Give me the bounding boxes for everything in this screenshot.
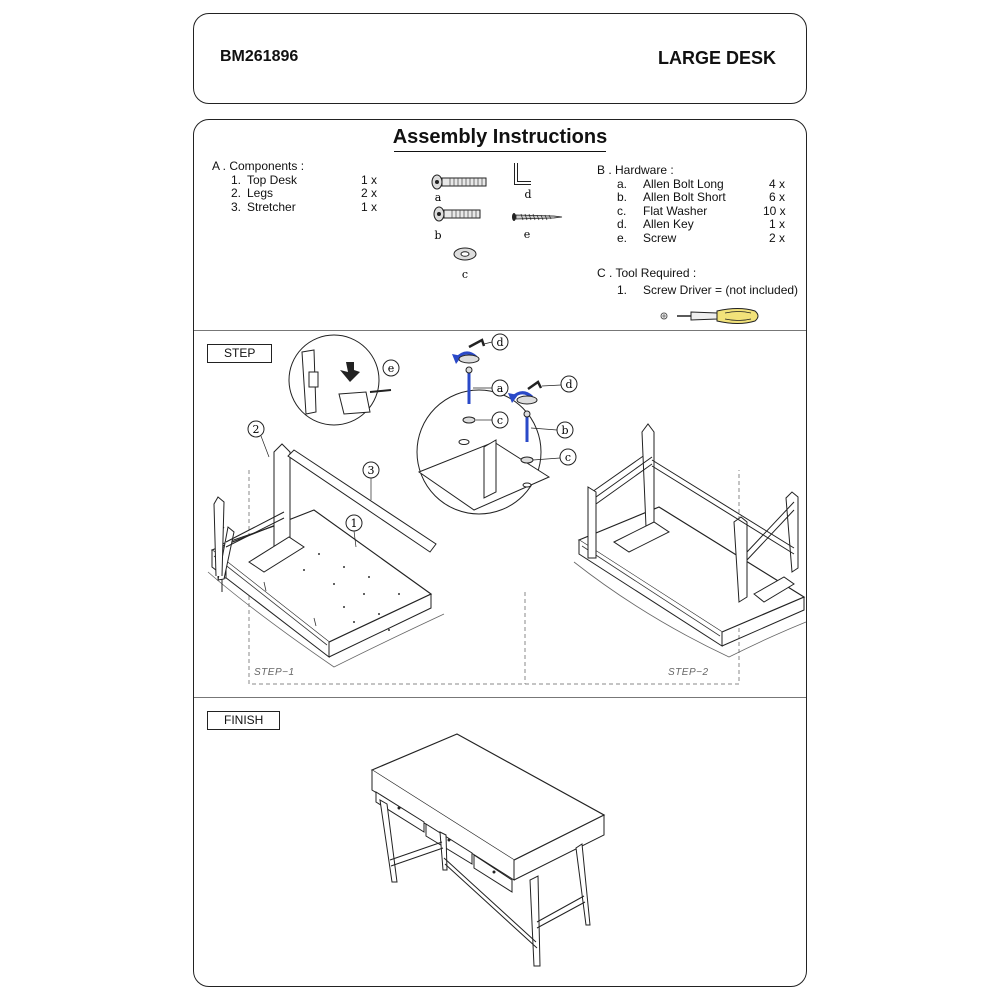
allen-key-icon [516, 163, 531, 183]
tools-section [597, 267, 807, 297]
bolt-label-c2: c [564, 451, 572, 464]
allen-bolt-short-icon [434, 207, 480, 221]
hardware-illustrations [424, 160, 574, 290]
left-desk-drawing [208, 421, 444, 667]
component-row: 1. Top Desk 1 x [231, 172, 378, 187]
step2-label: STEP−2 [668, 667, 709, 678]
finished-desk-drawing [194, 720, 806, 980]
detail-label-e: e [387, 362, 395, 375]
bolt-label-d2: d [565, 378, 573, 391]
bolt-label-c1: c [496, 414, 504, 427]
section-divider [194, 330, 806, 331]
hardware-heading: B . Hardware : [597, 163, 674, 177]
step-tag: STEP [207, 344, 272, 363]
label-d: d [524, 188, 532, 201]
screw-detail-drawing [289, 335, 399, 425]
component-row: 3. Stretcher 1 x [231, 199, 378, 214]
components-section [212, 160, 382, 214]
screwdriver-icon [659, 303, 764, 329]
finish-tag: FINISH [207, 711, 280, 730]
hardware-section [597, 164, 797, 245]
step-illustration [194, 332, 806, 692]
hardware-row: d. Allen Key 1 x [617, 217, 786, 231]
bolt-label-d1: d [496, 336, 504, 349]
hardware-row: e. Screw 2 x [617, 230, 786, 245]
section-divider [194, 697, 806, 698]
title-underline [394, 151, 606, 152]
part-label-3: 3 [367, 464, 375, 477]
allen-bolt-long-icon [432, 175, 486, 189]
step1-label: STEP−1 [254, 667, 295, 678]
tools-heading: C . Tool Required : [597, 266, 697, 280]
hardware-row: c. Flat Washer 10 x [617, 203, 786, 218]
label-a: a [434, 191, 442, 204]
label-b: b [434, 229, 442, 242]
hardware-row: b. Allen Bolt Short 6 x [617, 190, 786, 204]
bolt-label-a: a [496, 382, 504, 395]
component-row: 2. Legs 2 x [231, 186, 378, 200]
screw-icon [512, 213, 562, 221]
assembly-title: Assembly Instructions [392, 126, 608, 148]
part-label-2: 2 [252, 423, 260, 436]
part-label-1: 1 [350, 517, 358, 530]
bolt-detail-drawing [417, 334, 577, 514]
product-name: LARGE DESK [657, 48, 776, 68]
product-code: BM261896 [220, 48, 299, 65]
components-heading: A . Components : [212, 159, 305, 173]
header-box [193, 13, 807, 104]
flat-washer-icon [454, 248, 476, 260]
bolt-label-b: b [561, 424, 569, 437]
instructions-box [193, 119, 807, 987]
right-desk-drawing [574, 424, 806, 657]
hardware-row: a. Allen Bolt Long 4 x [617, 176, 786, 191]
tool-row: 1. Screw Driver = (not included) [617, 282, 799, 297]
label-c: c [461, 268, 469, 281]
label-e: e [523, 228, 531, 241]
